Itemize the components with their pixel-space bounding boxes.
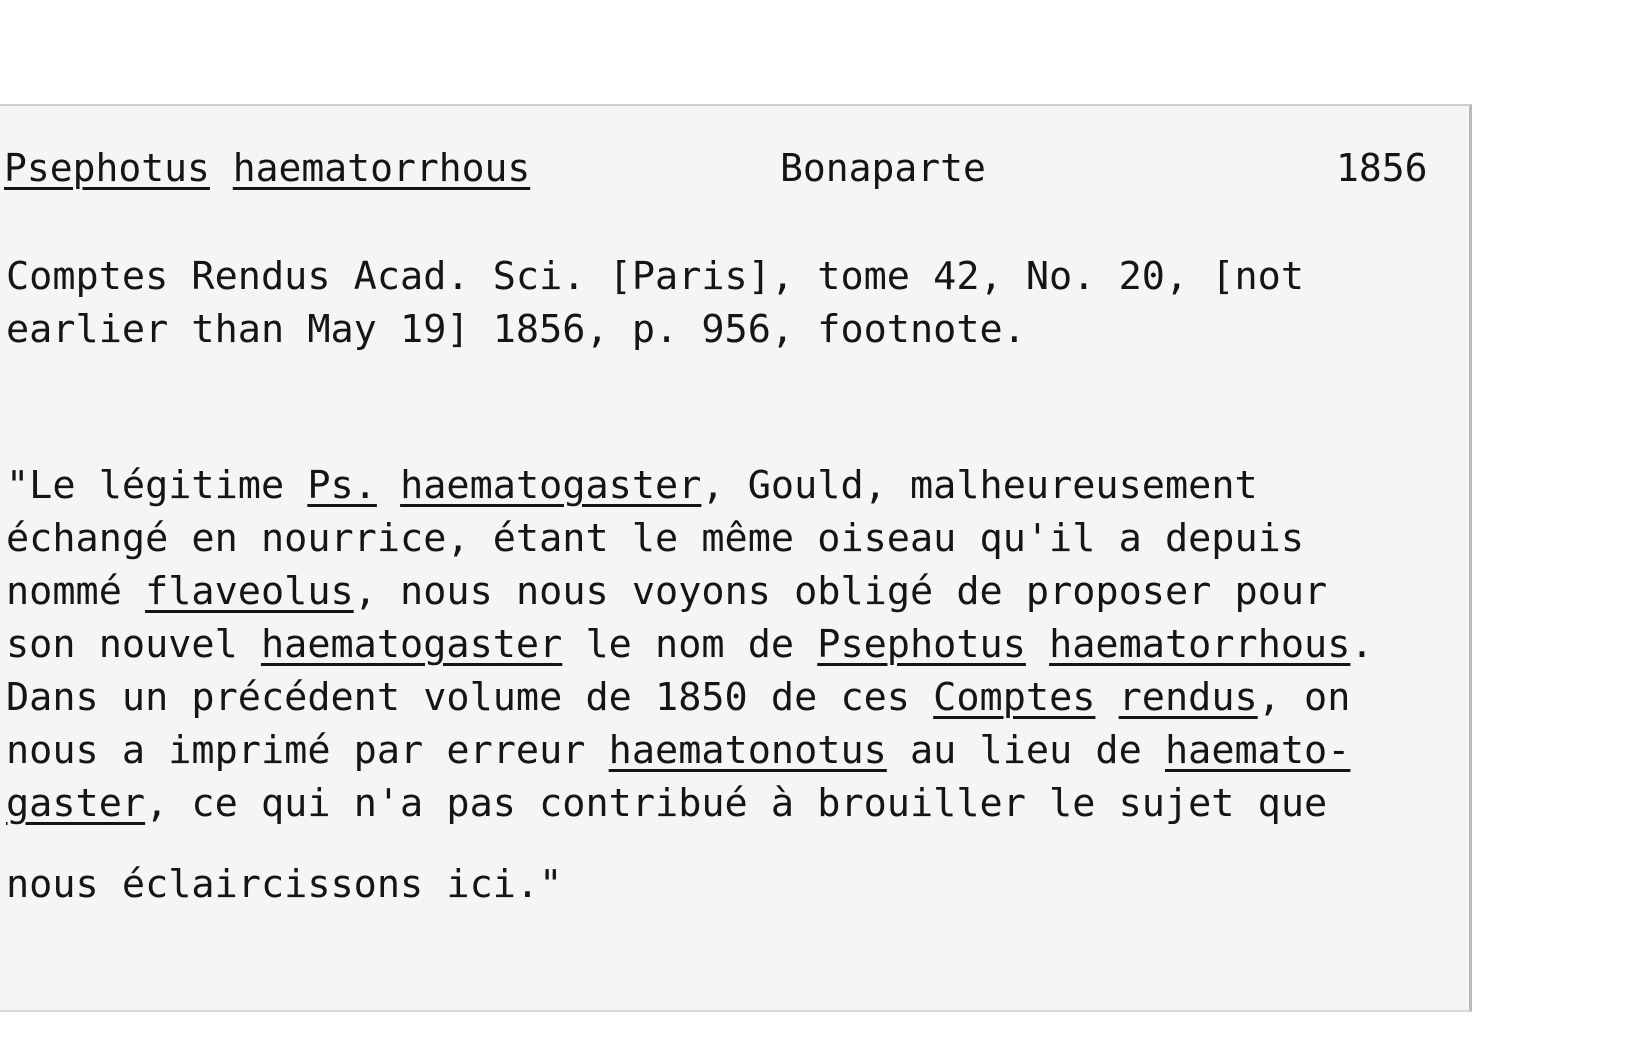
quote-line: échangé en nourrice, étant le même oiseau qu'il a depuis <box>6 516 1305 561</box>
quote-line: son nouvel haematogaster le nom de Psephotus haematorrhous. <box>6 622 1374 667</box>
underlined-name: Ps. <box>307 463 377 508</box>
underlined-name: gaster <box>6 781 146 826</box>
citation-line: Comptes Rendus Acad. Sci. [Paris], tome 42, No. 20, [not <box>6 254 1305 299</box>
year: 1856 <box>1336 146 1428 190</box>
underlined-name: flaveolus <box>145 569 354 614</box>
underlined-name: haematogaster <box>400 463 702 508</box>
quote-line: gaster, ce qui n'a pas contribué à brouiller le sujet que <box>6 781 1328 826</box>
species-name <box>4 146 530 190</box>
quote-line: nous a imprimé par erreur haematonotus au lieu de haemato- <box>6 728 1351 773</box>
underlined-name: Psephotus <box>817 622 1026 667</box>
underlined-name: haemato- <box>1164 728 1351 773</box>
underlined-name: Comptes <box>933 675 1096 720</box>
quote-line: "Le légitime Ps. haematogaster, Gould, malheureusement <box>6 463 1258 508</box>
citation-line: earlier than May 19] 1856, p. 956, footnote. <box>6 307 1026 352</box>
quote-line: nommé flaveolus, nous nous voyons obligé de proposer pour <box>6 569 1328 614</box>
underlined-name: haematorrhous <box>1049 622 1351 667</box>
quote-line: Dans un précédent volume de 1850 de ces Comptes rendus, on <box>6 675 1351 720</box>
underlined-name: rendus <box>1118 675 1258 720</box>
species-epithet: haematorrhous <box>232 146 531 190</box>
quotation <box>6 406 1374 911</box>
underlined-name: haematonotus <box>608 728 887 773</box>
genus-name: Psephotus <box>4 146 210 190</box>
underlined-name: haematogaster <box>260 622 563 667</box>
quote-line: nous éclaircissons ici." <box>6 862 563 907</box>
author-name: Bonaparte <box>780 146 986 190</box>
citation <box>6 252 1304 358</box>
